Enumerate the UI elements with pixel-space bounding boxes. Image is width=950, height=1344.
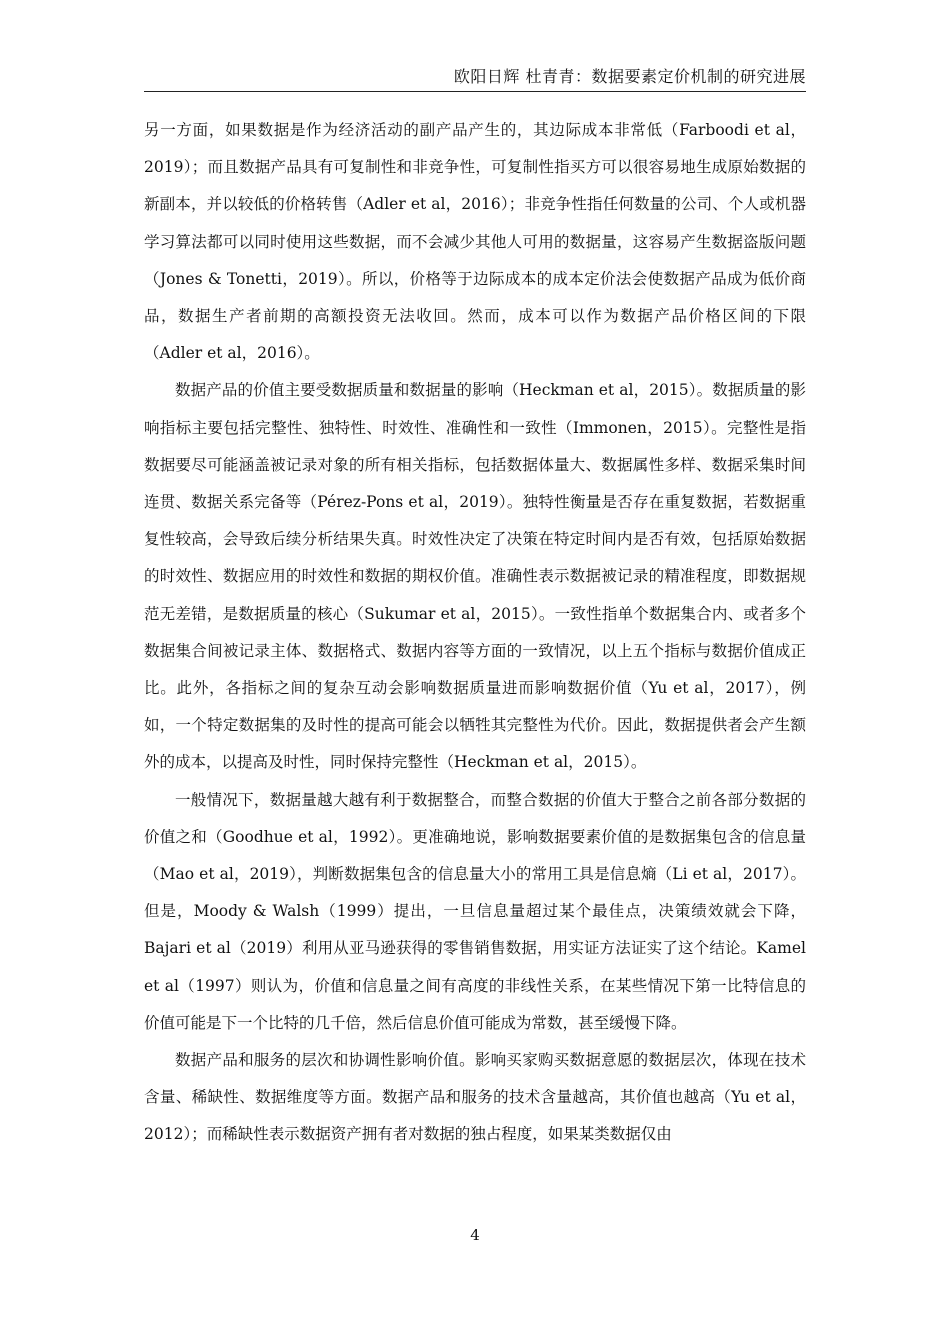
body-text bbox=[144, 112, 806, 1154]
header-rule bbox=[144, 91, 806, 92]
running-header: 欧阳日辉 杜青青：数据要素定价机制的研究进展 bbox=[453, 67, 806, 86]
paragraph-marginal-cost: 另一方面，如果数据是作为经济活动的副产品产生的，其边际成本非常低（Farboodi et al，2019）；而且数据产品具有可复制性和非竞争性，可复制性指买方可以很容易地生成原始数据的新副本，并以较低的价格转售（Adler et al，2016）；非竞争性指任何数量的公司、个人或机器学习算法都可以同时使用这些数据，而不会减少其他人可用的数据量，这容易产生数据盗版问题（Jones & Tonetti，2019）。所以，价格等于边际成本的成本定价法会使数据产品成为低价商品，数据生产者前期的高额投资无法收回。然而，成本可以作为数据产品价格区间的下限（Adler et al，2016）。 bbox=[144, 121, 806, 363]
paragraph-data-quality: 数据产品的价值主要受数据质量和数据量的影响（Heckman et al，2015）。数据质量的影响指标主要包括完整性、独特性、时效性、准确性和一致性（Immonen，2015）。完整性是指数据要尽可能涵盖被记录对象的所有相关指标，包括数据体量大、数据属性多样、数据采集时间连贯、数据关系完备等（Pérez-Pons et al，2019）。独特性衡量是否存在重复数据，若数据重复性较高，会导致后续分析结果失真。时效性决定了决策在特定时间内是否有效，包括原始数据的时效性、数据应用的时效性和数据的期权价值。准确性表示数据被记录的精准程度，即数据规范无差错，是数据质量的核心（Sukumar et al，2015）。一致性指单个数据集合内、或者多个数据集合间被记录主体、数据格式、数据内容等方面的一致情况，以上五个指标与数据价值成正比。此外，各指标之间的复杂互动会影响数据质量进而影响数据价值（Yu et al，2017），例如，一个特定数据集的及时性的提高可能会以牺牲其完整性为代价。因此，数据提供者会产生额外的成本，以提高及时性，同时保持完整性（Heckman et al，2015）。 bbox=[144, 381, 806, 772]
paragraph-data-hierarchy: 数据产品和服务的层次和协调性影响价值。影响买家购买数据意愿的数据层次，体现在技术含量、稀缺性、数据维度等方面。数据产品和服务的技术含量越高，其价值也越高（Yu et al，2012）；而稀缺性表示数据资产拥有者对数据的独占程度，如果某类数据仅由 bbox=[144, 1051, 806, 1144]
page-number: 4 bbox=[470, 1226, 480, 1244]
paragraph-data-volume: 一般情况下，数据量越大越有利于数据整合，而整合数据的价值大于整合之前各部分数据的价值之和（Goodhue et al，1992）。更准确地说，影响数据要素价值的是数据集包含的信息量（Mao et al，2019），判断数据集包含的信息量大小的常用工具是信息熵（Li et al，2017）。但是，Moody & Walsh（1999）提出，一旦信息量超过某个最佳点，决策绩效就会下降，Bajari et al（2019）利用从亚马逊获得的零售销售数据，用实证方法证实了这个结论。Kamel et al（1997）则认为，价值和信息量之间有高度的非线性关系，在某些情况下第一比特信息的价值可能是下一个比特的几千倍，然后信息价值可能成为常数，甚至缓慢下降。 bbox=[144, 790, 806, 1032]
